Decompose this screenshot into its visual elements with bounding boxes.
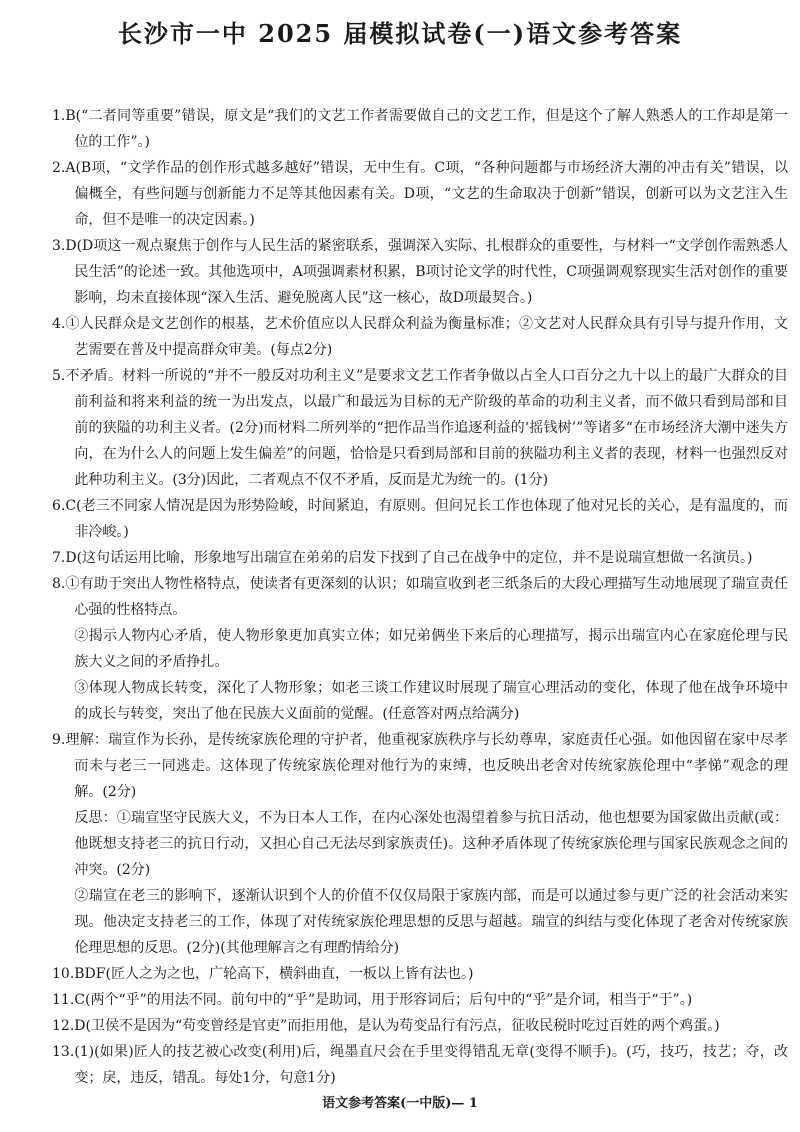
answer-item-5: 5.不矛盾。材料一所说的“并不一般反对功利主义”是要求文艺工作者争做以占全人口百分之九十以上的最广大群众的目前利益和将来利益的统一为出发点，以最广和最远为目标的无产阶级的革命的功利主义者，而不做只看到局部和目前的狭隘的功利主义者。(2分)而材料二所列举的“把作品当作追逐利益的‘摇钱树’”等诸多“在市场经济大潮中迷失方向，在为什么人的问题上发生偏差”的问题，恰恰是只看到局部和目前的狭隘功利主义者的表现，材料一也强烈反对此种功利主义。(3分)因此，二者观点不仅不矛盾，反而是尤为统一的。(1分): [52, 368, 788, 488]
answer-item-1: 1.B(“二者同等重要”错误，原文是“我们的文艺工作者需要做自己的文艺工作，但是这个了解人熟悉人的工作却是第一位的工作”。): [52, 108, 788, 150]
answer-item-2: 2.A(B项，“文学作品的创作形式越多越好”错误，无中生有。C项，“各种问题都与市场经济大潮的冲击有关”错误，以偏概全，有些问题与创新能力不足等其他因素有关。D项，“文艺的生命取决于创新”错误，创新可以为文艺注入生命，但不是唯一的决定因素。): [52, 160, 788, 228]
answer-item-8: 8.①有助于突出人物性格特点，使读者有更深刻的认识；如瑞宣收到老三纸条后的大段心理描写生动地展现了瑞宣责任心强的性格特点。: [52, 576, 788, 618]
answer-item-3: 3.D(D项这一观点聚焦于创作与人民生活的紧密联系，强调深入实际、扎根群众的重要性，与材料一“文学创作需熟悉人民生活”的论述一致。其他选项中，A项强调素材积累，B项讨论文学的时代性，C项强调观察现实生活对创作的重要影响，均未直接体现“深入生活、避免脱离人民”这一核心，故D项最契合。): [52, 238, 788, 306]
answer-item-8-point-3: ③体现人物成长转变，深化了人物形象；如老三谈工作建议时展现了瑞宣心理活动的变化，体现了他在战争环境中的成长与转变，突出了他在民族大义面前的觉醒。(任意答对两点给满分): [74, 680, 788, 722]
answer-item-12: 12.D(卫侯不是因为“苟变曾经是官吏”而拒用他，是认为苟变品行有污点，征收民税时吃过百姓的两个鸡蛋。): [52, 1018, 720, 1034]
answer-item-13: 13.(1)(如果)匠人的技艺被心改变(利用)后，绳墨直尺会在手里变得错乱无章(变得不顺手)。(巧，技巧，技艺；夺，改变；戾，违反，错乱。每处1分，句意1分): [52, 1044, 788, 1086]
answer-item-7: 7.D(这句话运用比喻，形象地写出瑞宣在弟弟的启发下找到了自己在战争中的定位，并不是说瑞宣想做一名演员。): [52, 550, 753, 566]
answer-item-9-reflection-2: ②瑞宣在老三的影响下，逐渐认识到个人的价值不仅仅局限于家族内部，而是可以通过参与更广泛的社会活动来实现。他决定支持老三的工作，体现了对传统家族伦理思想的反思与超越。瑞宣的纠结与变化体现了老舍对传统家族伦理思想的反思。(2分)(其他理解言之有理酌情给分): [74, 888, 788, 956]
answer-item-9: 9.理解：瑞宣作为长孙，是传统家族伦理的守护者，他重视家族秩序与长幼尊卑，家庭责任心强。如他因留在家中尽孝而未与老三一同逃走。这体现了传统家族伦理对他行为的束缚，也反映出老舍对传统家族伦理中“孝悌”观念的理解。(2分): [52, 732, 788, 800]
answer-item-8-point-2: ②揭示人物内心矛盾，使人物形象更加真实立体；如兄弟俩坐下来后的心理描写，揭示出瑞宣内心在家庭伦理与民族大义之间的矛盾挣扎。: [74, 628, 788, 670]
page-title: 长沙市一中 2025 届模拟试卷(一)语文参考答案: [117, 19, 683, 48]
answer-item-6: 6.C(老三不同家人情况是因为形势险峻，时间紧迫，有原则。但问兄长工作也体现了他对兄长的关心，是有温度的，而非冷峻。): [52, 498, 788, 540]
answer-item-11: 11.C(两个“乎”的用法不同。前句中的“乎”是助词，用于形容词后；后句中的“乎”是介词，相当于“于”。): [52, 992, 693, 1008]
answer-item-10: 10.BDF(匠人之为之也，广轮高下，横斜曲直，一板以上皆有法也。): [52, 966, 474, 982]
answer-list: [52, 103, 788, 1091]
answer-item-9-reflection-1: 反思：①瑞宣坚守民族大义，不为日本人工作，在内心深处也渴望着参与抗日活动，他也想要为国家做出贡献(或：他既想支持老三的抗日行动，又担心自己无法尽到家族责任)。这种矛盾体现了传统家族伦理与国家民族观念之间的冲突。(2分): [74, 810, 788, 878]
answer-item-4: 4.①人民群众是文艺创作的根基，艺术价值应以人民群众利益为衡量标准；②文艺对人民群众具有引导与提升作用，文艺需要在普及中提高群众审美。(每点2分): [52, 316, 788, 358]
page-footer: 语文参考答案(一中版)— 1: [322, 1096, 478, 1111]
